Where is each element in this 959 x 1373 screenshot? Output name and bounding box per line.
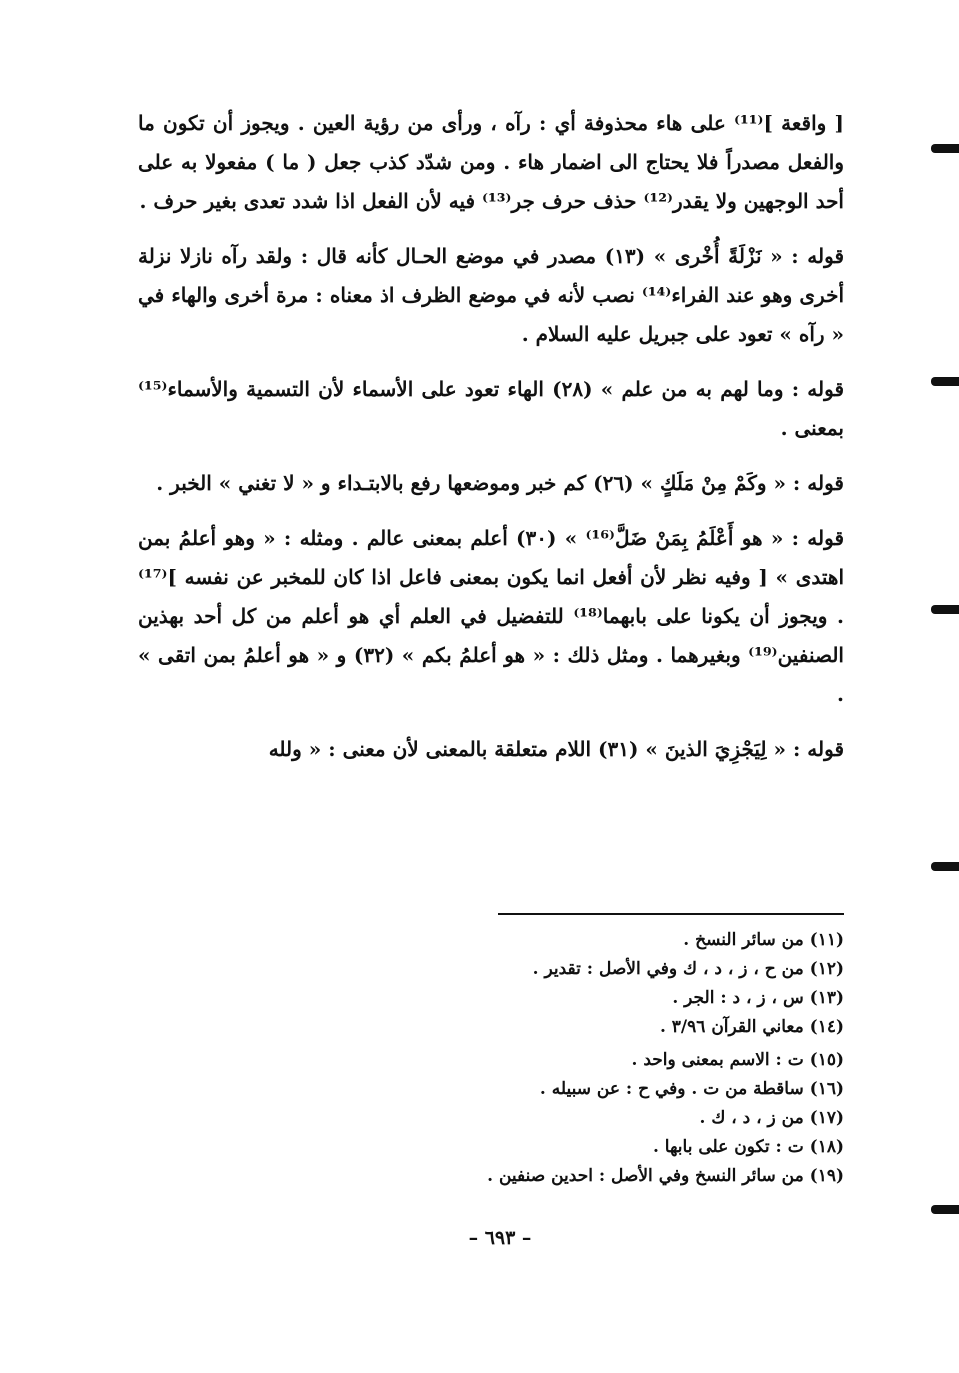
footnote-17: (١٧) من ز ، د ، ك . bbox=[699, 1108, 844, 1128]
paragraph-5: قوله : « هو أَعْلَمُ بِمَنْ ضَلَّ⁽¹⁶⁾ » (٣٠) أعلم بمعنى عالم . ومثله : « وهو أعلمُ بمن اهتدى » [ وفيه نظر لأن أفعل انما يكون بمعنى فاعل اذا كان للمخبر عن نفسه ]⁽¹⁷⁾ . ويجوز أن يكونا على بابهما⁽¹⁸⁾ للتفضيل في العلم أي هو أعلم من كل أحد بهذين الصنفين⁽¹⁹⁾ وبغيرهما . ومثل ذلك : « هو أعلمُ بكم » (٣٢) و « هو أعلمُ بمن اتقى » . bbox=[138, 526, 844, 706]
footnote-divider bbox=[498, 913, 844, 915]
footnote-11: (١١) من سائر النسخ . bbox=[683, 930, 844, 950]
footnote-12: (١٢) من ح ، ز ، د ، ك وفي الأصل : تقدير . bbox=[532, 959, 844, 979]
edge-mark bbox=[931, 144, 959, 153]
footnote-15: (١٥) ت : الاسم بمعنى واحد . bbox=[631, 1050, 844, 1070]
main-text bbox=[138, 104, 844, 785]
paragraph-2: قوله : « نَزْلَةً أُخْرى » (١٣) مصدر في موضع الحـال كأنه قال : ولقد رآه نازلا نزلة أخرى وهو عند الفراء⁽¹⁴⁾ نصب لأنه في موضع الظرف اذ معناه : مرة أخرى والهاء في « رآه » تعود على جبريل عليه السلام . bbox=[138, 244, 845, 346]
footnote-16: (١٦) ساقطة من ت . وفي ح : عن سبيله . bbox=[539, 1079, 844, 1099]
footnotes bbox=[138, 926, 844, 1191]
page-number: – ٦٩٣ – bbox=[468, 1227, 532, 1249]
footnote-19: (١٩) من سائر النسخ وفي الأصل : احدين صنفين . bbox=[487, 1166, 844, 1186]
paragraph-3: قوله : وما لهم به من علم » (٢٨) الهاء تعود على الأسماء لأن التسمية والأسماء⁽¹⁵⁾ بمعنى . bbox=[138, 377, 845, 440]
edge-mark bbox=[931, 1205, 959, 1214]
paragraph-6: قوله : « لِيَجْزِيَ الذينَ » (٣١) اللام متعلقة بالمعنى لأن معنى : « ولله bbox=[268, 737, 844, 761]
footnote-18: (١٨) ت : تكون على بابها . bbox=[652, 1137, 844, 1157]
footnote-14: (١٤) معاني القرآن ٣/٩٦ . bbox=[659, 1017, 844, 1037]
edge-mark bbox=[931, 605, 959, 614]
edge-mark bbox=[931, 377, 959, 386]
paragraph-1: [ واقعة ]⁽¹¹⁾ على هاء محذوفة أي : رآه ، ورأى من رؤية العين . ويجوز أن تكون ما والفعل مصدراً فلا يحتاج الى اضمار هاء . ومن شدّد كذب جعل ( ما ) مفعولا به على أحد الوجهين ولا يقدر⁽¹²⁾ حذف حرف جر⁽¹³⁾ فيه لأن الفعل اذا شدد تعدى بغير حرف . bbox=[138, 111, 844, 213]
footnote-13: (١٣) س ، ز ، د : الجر . bbox=[672, 988, 844, 1008]
paragraph-4: قوله : « وكَمْ مِنْ مَلَكٍ » (٢٦) كم خبر وموضعها رفع بالابتـداء و « لا تغني » الخبر . bbox=[156, 471, 844, 495]
edge-mark bbox=[931, 862, 959, 871]
